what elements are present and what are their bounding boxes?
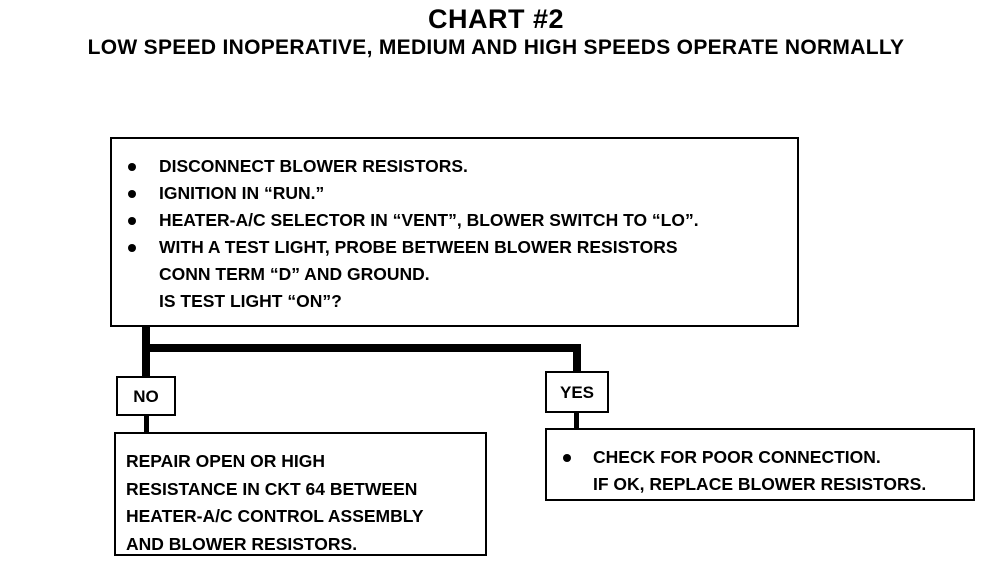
no-result-line: RESISTANCE IN CKT 64 BETWEEN xyxy=(126,478,418,499)
step-text: IGNITION IN “RUN.” xyxy=(159,183,325,203)
bullet-icon xyxy=(128,190,136,198)
connector-to-yes xyxy=(573,344,581,373)
bullet-icon xyxy=(128,217,136,225)
bullet-icon xyxy=(128,163,136,171)
no-result-box xyxy=(114,432,487,556)
test-procedure-box xyxy=(110,137,799,327)
no-result-line: HEATER-A/C CONTROL ASSEMBLY xyxy=(126,506,424,526)
yes-result-continuation: IF OK, REPLACE BLOWER RESISTORS. xyxy=(593,474,927,494)
chart-title: CHART #2 xyxy=(427,4,565,34)
no-result-line: REPAIR OPEN OR HIGH xyxy=(126,451,326,471)
yes-result-box xyxy=(545,428,975,501)
chart-subtitle: LOW SPEED INOPERATIVE, MEDIUM AND HIGH SPEEDS OPERATE NORMALLY xyxy=(87,36,905,59)
step-text: WITH A TEST LIGHT, PROBE BETWEEN BLOWER RESISTORS xyxy=(159,237,678,257)
bullet-icon xyxy=(563,454,571,462)
connector-horizontal xyxy=(142,344,581,352)
procedure-step xyxy=(122,207,787,234)
procedure-step xyxy=(122,234,787,261)
no-result-line: AND BLOWER RESISTORS. xyxy=(126,533,358,554)
step-text: CHECK FOR POOR CONNECTION. xyxy=(593,447,881,467)
bullet-icon xyxy=(128,244,136,252)
no-branch-label: NO xyxy=(116,376,176,416)
yes-branch-label: YES xyxy=(545,371,609,413)
test-question: IS TEST LIGHT “ON”? xyxy=(159,291,342,311)
procedure-step xyxy=(122,153,787,180)
step-text: DISCONNECT BLOWER RESISTORS. xyxy=(159,156,468,176)
step-continuation: CONN TERM “D” AND GROUND. xyxy=(159,264,430,284)
procedure-step xyxy=(122,180,787,207)
step-text: HEATER-A/C SELECTOR IN “VENT”, BLOWER SWITCH TO “LO”. xyxy=(159,210,699,230)
yes-result-step xyxy=(557,444,963,471)
